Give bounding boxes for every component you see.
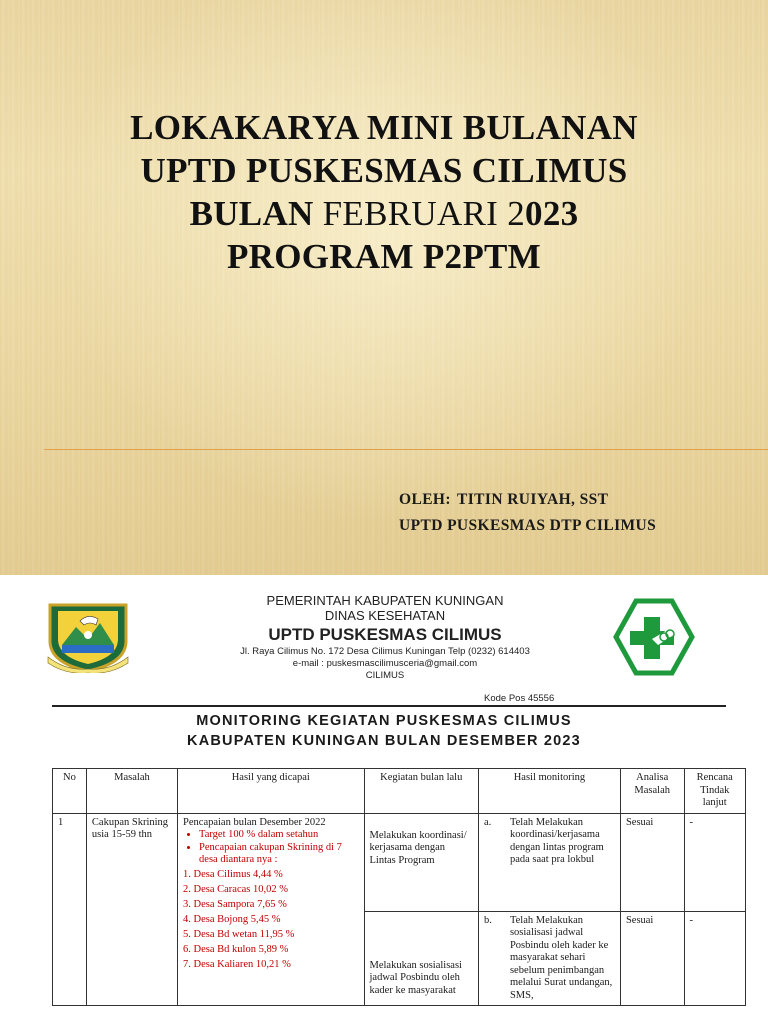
- header-no: No: [53, 769, 87, 814]
- cell-rencana-b: -: [684, 911, 746, 1006]
- header-kegiatan: Kegiatan bulan lalu: [364, 769, 478, 814]
- letterhead-puskesmas: UPTD PUSKESMAS CILIMUS: [268, 625, 502, 644]
- desa-item: 5. Desa Bd wetan 11,95 %: [183, 928, 295, 940]
- letterhead-city: CILIMUS: [365, 670, 405, 681]
- monitoring-title-line-2: KABUPATEN KUNINGAN BULAN DESEMBER 2023: [187, 733, 581, 749]
- letterhead-postal-code: Kode Pos 45556: [484, 693, 555, 704]
- hasil-bullet-target: • Target 100 % dalam setahun: [199, 829, 358, 842]
- header-analisa: Analisa Masalah: [620, 769, 684, 814]
- letterhead-agency: DINAS KESEHATAN: [324, 608, 446, 623]
- cell-kegiatan-b: Melakukan sosialisasi jadwal Posbindu oleh kader ke masyarakat: [364, 911, 478, 1006]
- cell-kegiatan-a: Melakukan koordinasi/ kerjasama dengan Lintas Program: [364, 813, 478, 911]
- author-org: UPTD PUSKESMAS DTP CILIMUS: [399, 517, 657, 534]
- monitoring-title-line-1: MONITORING KEGIATAN PUSKESMAS CILIMUS: [196, 713, 572, 729]
- title-divider: [44, 449, 768, 450]
- monitoring-title: [40, 711, 728, 751]
- title-line-3: [40, 192, 728, 235]
- author-block: [399, 487, 656, 539]
- title-year-digit: 2: [507, 194, 526, 233]
- cell-hasil: [178, 813, 364, 1006]
- desa-list: [183, 867, 358, 972]
- letterhead-government: PEMERINTAH KABUPATEN KUNINGAN: [266, 593, 504, 608]
- letterhead-address: Jl. Raya Cilimus No. 172 Desa Cilimus Kuningan Telp (0232) 614403: [240, 646, 530, 657]
- title-year-rest: 023: [525, 194, 579, 233]
- monitoring-a-label: a.: [483, 816, 492, 828]
- monitoring-b-text: Telah Melakukan sosialisasi jadwal Posbindu oleh kader ke masyarakat sehari sebelum penimbangan melalui Surat undangan, SMS,: [509, 914, 613, 1001]
- cell-rencana-a: -: [684, 813, 746, 911]
- monitoring-b-label: b.: [483, 914, 492, 926]
- cell-masalah: Cakupan Skrining usia 15-59 thn: [86, 813, 177, 1006]
- header-rencana: Rencana Tindak lanjut: [684, 769, 746, 814]
- title-line-1: LOKAKARYA MINI BULANAN: [130, 108, 638, 147]
- header-masalah: Masalah: [86, 769, 177, 814]
- title-line-4: PROGRAM P2PTM: [227, 237, 541, 276]
- title-month: FEBRUARI: [322, 194, 508, 233]
- desa-item: 6. Desa Bd kulon 5,89 %: [183, 943, 289, 955]
- desa-item: 2. Desa Caracas 10,02 %: [183, 883, 288, 895]
- author-name: TITIN RUIYAH, SST: [457, 491, 609, 508]
- letterhead-rule: [52, 705, 726, 707]
- header-monitoring: Hasil monitoring: [478, 769, 620, 814]
- desa-item: 7. Desa Kaliaren 10,21 %: [183, 958, 291, 970]
- monitoring-table: [52, 768, 746, 1006]
- slide-title: [40, 106, 728, 278]
- letterhead-email: e-mail : puskesmascilimusceria@gmail.com: [292, 658, 478, 669]
- cell-no: 1: [53, 813, 87, 1006]
- cell-analisa-a: Sesuai: [620, 813, 684, 911]
- desa-item: 3. Desa Sampora 7,65 %: [183, 898, 287, 910]
- cell-monitoring-b: [478, 911, 620, 1006]
- monitoring-a-text: Telah Melakukan koordinasi/kerjasama dengan lintas program pada saat pra lokbul: [509, 816, 604, 865]
- desa-item: 4. Desa Bojong 5,45 %: [183, 913, 281, 925]
- kuningan-crest-icon: [46, 601, 130, 673]
- title-bulan: BULAN: [189, 194, 323, 233]
- hasil-bullet-pencapaian: • Pencapaian cakupan Skrining di 7 desa diantara nya :: [199, 842, 358, 867]
- table-row: [53, 813, 746, 911]
- letterhead: [170, 593, 600, 682]
- hasil-title: Pencapaian bulan Desember 2022: [183, 816, 326, 828]
- title-line-2: UPTD PUSKESMAS CILIMUS: [140, 151, 628, 190]
- author-label: OLEH:: [399, 491, 451, 508]
- cell-analisa-b: Sesuai: [620, 911, 684, 1006]
- desa-item: 1. Desa Cilimus 4,44 %: [183, 868, 283, 880]
- hasil-bullets: [183, 829, 358, 867]
- table-header-row: [53, 769, 746, 814]
- cell-monitoring-a: [478, 813, 620, 911]
- header-hasil: Hasil yang dicapai: [178, 769, 364, 814]
- puskesmas-logo-icon: [612, 597, 696, 677]
- monitoring-slide: [0, 575, 768, 1024]
